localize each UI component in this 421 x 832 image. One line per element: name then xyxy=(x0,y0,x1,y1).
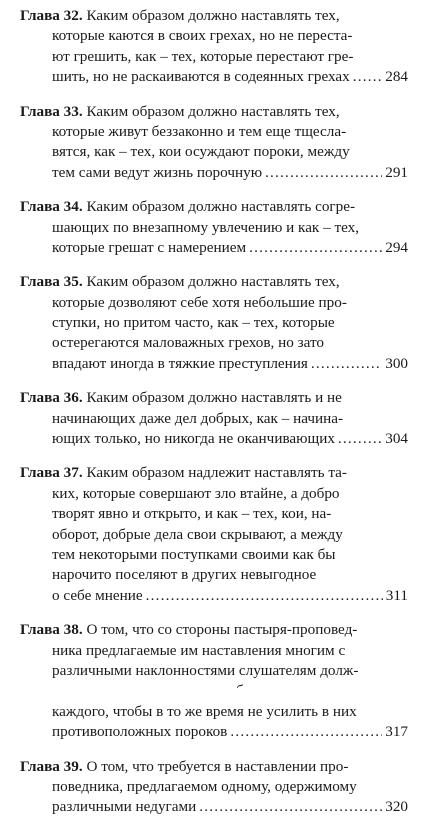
chapter-title-text: Каким образом надлежит наставлять та- xyxy=(82,464,347,482)
chapter-title-text: О том, что требуется в наставлении про- xyxy=(82,757,349,775)
chapter-title-text: различными недугами xyxy=(52,798,197,816)
page-number: 294 xyxy=(385,238,408,256)
page-number: 317 xyxy=(385,723,408,741)
leader-dots xyxy=(249,238,382,258)
toc-line-last xyxy=(20,722,408,742)
toc-line: ника предлагаемые им наставления многим с xyxy=(52,641,346,659)
toc-line: ких, которые совершают зло втайне, а добро xyxy=(52,484,340,502)
toc-line-last xyxy=(20,586,408,606)
toc-line xyxy=(20,6,408,26)
toc-entry-chapter-33 xyxy=(20,102,408,184)
toc-line: которые дозволяют себе хотя небольшие про- xyxy=(52,293,347,311)
toc-line: которые каются в своих грехах, но не переста- xyxy=(52,27,353,45)
chapter-title-text: Каким образом должно наставлять тех, xyxy=(82,7,340,24)
toc-line: начинающих даже дел добрых, как – начина- xyxy=(52,409,344,427)
chapter-label: Глава 34. xyxy=(20,198,83,216)
toc-line-last xyxy=(20,429,408,449)
table-of-contents xyxy=(20,6,408,832)
page-number: 320 xyxy=(385,798,408,816)
toc-line xyxy=(20,272,408,292)
toc-line: остерегаются маловажных грехов, но зато xyxy=(52,334,325,352)
leader-dots xyxy=(311,354,382,374)
chapter-title-text: тем сами ведут жизнь порочную xyxy=(52,163,263,181)
toc-line: каждого, чтобы в то же время не усилить в них xyxy=(52,702,357,720)
leader-dots xyxy=(265,163,382,183)
toc-entry-chapter-32 xyxy=(20,6,408,88)
toc-line-last xyxy=(20,67,408,87)
toc-entry-chapter-38 xyxy=(20,620,408,742)
chapter-title-text: впадают иногда в тяжкие преступления xyxy=(52,354,308,372)
toc-line-last xyxy=(20,238,408,258)
chapter-title-text: Каким образом должно наставлять тех, xyxy=(82,102,340,120)
chapter-title-text: Каким образом должно наставлять тех, xyxy=(82,273,340,291)
chapter-label: Глава 32. xyxy=(20,7,83,24)
chapter-title-text: О том, что со стороны пастыря-проповед- xyxy=(82,621,358,639)
toc-entry-chapter-39 xyxy=(20,757,408,818)
chapter-title-text: о себе мнение xyxy=(52,586,143,604)
page-number: 284 xyxy=(385,68,408,86)
page-bottom-edge xyxy=(0,688,421,700)
leader-dots xyxy=(230,722,382,742)
leader-dots xyxy=(146,586,383,606)
page-number: 300 xyxy=(385,354,408,372)
toc-line: нарочито поселяют в других невыгодное xyxy=(52,566,317,584)
toc-line: вятся, как – тех, кои осуждают пороки, между xyxy=(52,143,350,161)
chapter-label: Глава 35. xyxy=(20,273,83,291)
toc-entry-chapter-36 xyxy=(20,388,408,449)
chapter-title-text: Каким образом должно наставлять и не xyxy=(82,389,342,407)
toc-line: ют грешить, как – тех, которые перестают гре- xyxy=(52,47,354,65)
toc-line: шающих по внезапному увлечению и как – тех, xyxy=(52,218,360,236)
chapter-label: Глава 33. xyxy=(20,102,83,120)
toc-line: ступки, но притом часто, как – тех, которые xyxy=(52,314,335,332)
leader-dots xyxy=(199,797,382,817)
chapter-title-text: шить, но не раскаиваются в содеянных грехах xyxy=(52,68,350,86)
toc-line: творят явно и открыто, и как – тех, кои, на- xyxy=(52,505,332,523)
chapter-label: Глава 38. xyxy=(20,621,83,639)
chapter-title-text: ющих только, но никогда не оканчивающих xyxy=(52,430,335,448)
toc-line xyxy=(20,388,408,408)
toc-line-last xyxy=(20,354,408,374)
chapter-title-text: противоположных пороков xyxy=(52,723,228,741)
toc-line xyxy=(20,197,408,217)
page-number: 304 xyxy=(385,430,408,448)
toc-entry-chapter-37 xyxy=(20,463,408,606)
leader-dots xyxy=(353,67,382,87)
toc-line: оборот, добрые дела свои скрывают, а между xyxy=(52,525,343,543)
toc-line: которые живут беззаконно и тем еще тщесла- xyxy=(52,122,347,140)
page-number: 311 xyxy=(385,586,408,604)
toc-line: тем некоторыми поступками своими как бы xyxy=(52,545,336,563)
toc-line xyxy=(20,757,408,777)
toc-line-last xyxy=(20,163,408,183)
toc-line: различными наклонностями слушателям долж- xyxy=(52,661,359,679)
toc-entry-chapter-34 xyxy=(20,197,408,258)
toc-line xyxy=(20,620,408,640)
chapter-label: Глава 39. xyxy=(20,757,83,775)
toc-line: поведника, предлагаемом одному, одержимому xyxy=(52,777,357,795)
chapter-title-text: Каким образом должно наставлять согре- xyxy=(82,198,356,216)
toc-entry-chapter-35 xyxy=(20,272,408,374)
chapter-label: Глава 37. xyxy=(20,464,83,482)
chapter-title-text: которые грешат с намерением xyxy=(52,238,247,256)
toc-line-last xyxy=(20,797,408,817)
toc-line xyxy=(20,102,408,122)
page-number: 291 xyxy=(385,163,408,181)
toc-line xyxy=(20,463,408,483)
leader-dots xyxy=(338,429,382,449)
chapter-label: Глава 36. xyxy=(20,389,83,407)
